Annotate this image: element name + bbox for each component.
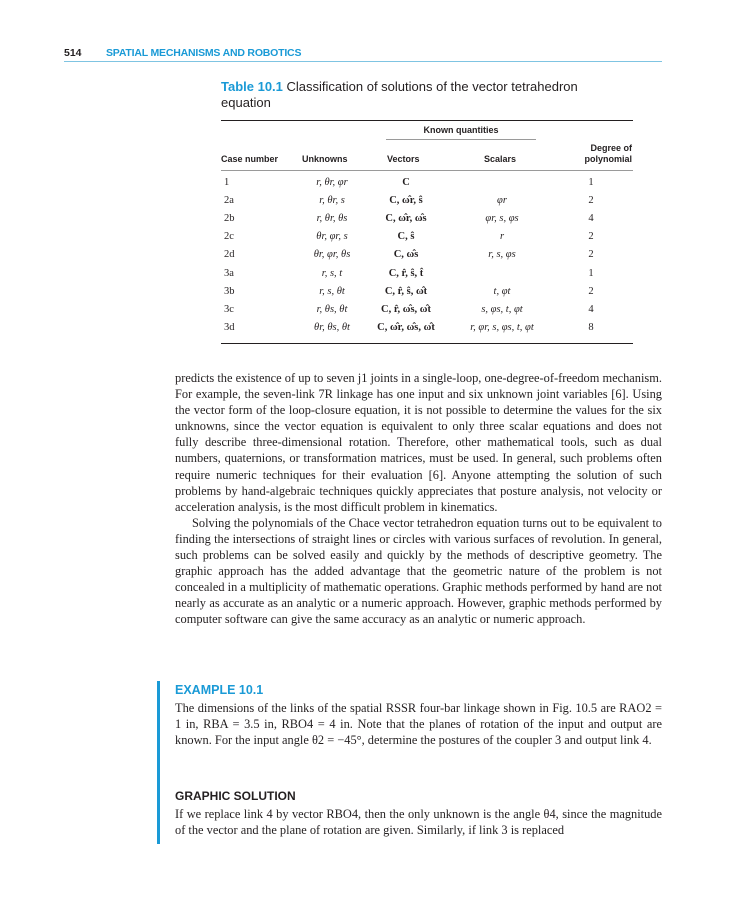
table-caption-label: Table 10.1 (221, 79, 283, 94)
table-row (0, 268, 737, 284)
vectors-cell: C, ω̂r, ω̂s, ω̂t (377, 321, 435, 333)
vectors-cell: C (402, 177, 410, 188)
running-header (64, 45, 662, 62)
scalars-cell: r, s, φs (488, 249, 516, 261)
degree-cell: 2 (588, 231, 594, 243)
known-quantities-header: Known quantities (423, 125, 499, 135)
scalars-cell: r, φr, s, φs, t, φt (470, 321, 534, 333)
scalars-cell: s, φs, t, φt (481, 303, 523, 315)
paragraph-2: Solving the polynomials of the Chace vector tetrahedron equation turns out to be equivalent to finding the intersections of straight lines or circles with various surfaces of revolution. In general, such problems can be solved easily and quickly by the methods of descriptive geometry. The graphic approach has the added advantage that the geometric nature of the problem is not concealed in a multiplicity of mathematic operations. Graphic methods performed by hand are not nearly as accurate as an analytic or a numeric approach. However, graphic methods performed by computer software can give the same accuracy as an analytic or numeric approach. (175, 515, 662, 627)
vectors-cell: C, r̂, ŝ, ω̂t (384, 285, 428, 297)
unknowns-cell: r, s, t (321, 267, 343, 279)
vectors-cell: C, r̂, ω̂s, ω̂t (381, 303, 431, 315)
case-cell: 1 (224, 177, 230, 188)
vectors-cell: C, ŝ (397, 231, 415, 243)
table-row (0, 177, 737, 193)
table-row (0, 322, 737, 338)
table-row (0, 195, 737, 211)
scalars-cell: t, φt (493, 285, 511, 297)
vectors-cell: C, ω̂s (393, 249, 419, 261)
vectors-cell: C, r̂, ŝ, t̂ (388, 267, 424, 279)
example-accent-bar (157, 681, 160, 844)
degree-cell: 1 (588, 267, 594, 279)
degree-cell: 4 (588, 303, 594, 315)
case-cell: 2d (224, 249, 235, 261)
case-cell: 2b (224, 213, 235, 225)
example-text: The dimensions of the links of the spatial RSSR four-bar linkage shown in Fig. 10.5 are RAO2 = 1 in, RBA = 3.5 in, RBO4 = 4 in. Note that the planes of rotation of the input and output are known. For the input angle θ2 = −45°, determine the postures of the coupler 3 and output link 4. (175, 701, 662, 748)
unknowns-cell: r, θr, θs (316, 213, 348, 225)
case-cell: 3b (224, 285, 235, 297)
col-header-degree-line2: polynomial (584, 154, 632, 164)
table-row (0, 249, 737, 265)
vectors-cell: C, ω̂r, ω̂s (385, 213, 427, 225)
unknowns-cell: θr, φr, s (316, 231, 348, 243)
table-row (0, 231, 737, 247)
example-title: EXAMPLE 10.1 (175, 683, 264, 697)
case-cell: 2c (224, 231, 234, 243)
degree-cell: 1 (588, 177, 594, 188)
case-cell: 3c (224, 303, 234, 315)
table-row (0, 304, 737, 320)
table-caption (221, 79, 621, 111)
unknowns-cell: r, θr, s (319, 195, 345, 207)
table-top-rule (221, 120, 633, 121)
table-row (0, 286, 737, 302)
vectors-cell: C, ω̂r, ŝ (389, 195, 423, 207)
graphic-solution-title: GRAPHIC SOLUTION (175, 789, 296, 803)
unknowns-cell: r, θs, θt (316, 303, 348, 315)
graphic-solution-text: If we replace link 4 by vector RBO4, then the only unknown is the angle θ4, since the magnitude of the vector and the plane of rotation are given. Similarly, if link 3 is replaced (175, 807, 662, 838)
paragraph-1: predicts the existence of up to seven j1 joints in a single-loop, one-degree-of-freedom mechanism. For example, the seven-link 7R linkage has one input and six unknown joint variables [6]. Using the vector form of the loop-closure equation, it is not possible to determine the values for the six unknowns, since the vector equation is equivalent to only three scalar equations and does not fully describe three-dimensional rotation. Therefore, other mathematical tools, such as dual numbers, quaternions, or transformation matrices, must be used. In general, such problems often require numeric techniques for their evaluation [6]. Anyone attempting the solution of such problems by hand-algebraic techniques quickly appreciates that posture analysis, not velocity or acceleration analysis, is the most difficult problem in kinematics. (175, 371, 662, 514)
case-cell: 3a (224, 267, 234, 279)
scalars-cell: φr, s, φs (485, 213, 519, 225)
unknowns-cell: θr, θs, θt (314, 321, 350, 333)
unknowns-cell: r, θr, φr (316, 177, 348, 188)
degree-cell: 2 (588, 285, 594, 297)
running-title: SPATIAL MECHANISMS AND ROBOTICS (106, 47, 302, 59)
col-header-unknowns: Unknowns (302, 154, 348, 164)
body-text (175, 370, 662, 628)
table-bottom-rule (221, 343, 633, 344)
table-caption-text: Classification of solutions of the vector tetrahedron equation (221, 79, 578, 110)
case-cell: 2a (224, 195, 234, 207)
degree-cell: 4 (588, 213, 594, 225)
known-quantities-rule (386, 139, 536, 140)
degree-cell: 8 (588, 321, 594, 333)
scalars-cell: r (499, 231, 505, 243)
scalars-cell: φr (497, 195, 507, 207)
page-number: 514 (64, 47, 82, 59)
unknowns-cell: θr, φr, θs (313, 249, 351, 261)
unknowns-cell: r, s, θt (319, 285, 345, 297)
col-header-degree (560, 143, 632, 165)
table-row (0, 213, 737, 229)
case-cell: 3d (224, 321, 235, 333)
degree-cell: 2 (588, 249, 594, 261)
col-header-case: Case number (221, 154, 279, 164)
col-header-vectors: Vectors (387, 154, 420, 164)
col-header-scalars: Scalars (484, 154, 517, 164)
col-header-degree-line1: Degree of (590, 143, 632, 153)
table-header-rule (221, 170, 633, 171)
degree-cell: 2 (588, 195, 594, 207)
